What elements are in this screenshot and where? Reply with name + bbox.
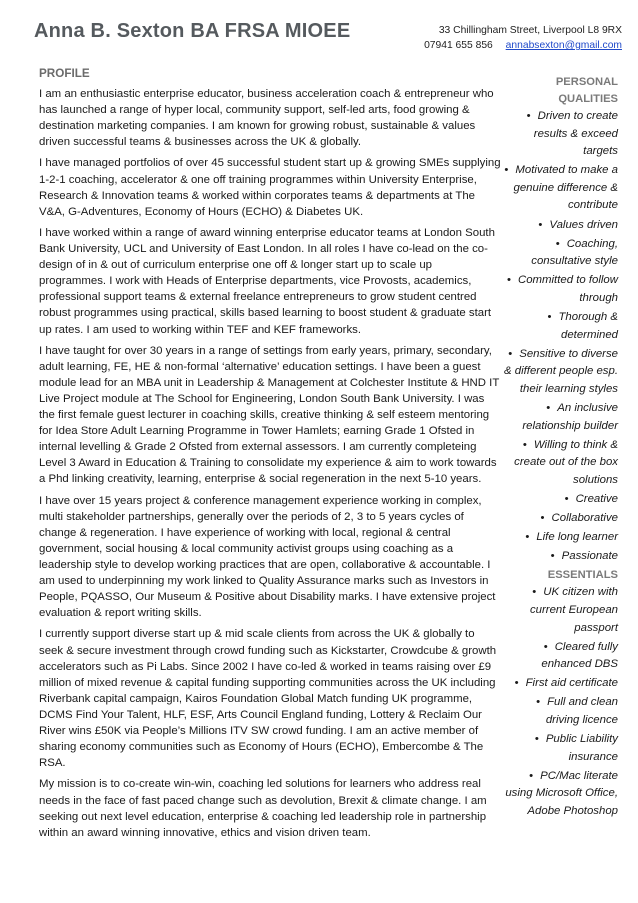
phone-email-line xyxy=(424,38,622,53)
sidebar xyxy=(500,74,618,822)
bullet-icon: • xyxy=(555,237,560,250)
quality-item: • Collaborative xyxy=(540,512,618,525)
essential-item: • UK citizen with current European passport xyxy=(529,586,618,634)
bullet-icon: • xyxy=(564,492,569,505)
profile-body xyxy=(39,86,501,846)
bullet-icon: • xyxy=(546,402,551,414)
profile-paragraph: I have worked within a range of award winning enterprise educator teams at London South Bank University, UCL and University of East London. In all roles I have co-lead on the co-design of in & out of curriculum enterprise one off & longer start up to scale up programmes. I work with Heads of Enterprise departments, vice Provosts, academics, professional support teams & external freelance entrepreneurs to grow student centred robust programmes using practical, skills based learning to boost student & graduate start up rates. I am used to working within TEF and KEF frameworks. xyxy=(39,226,495,336)
quality-item: • Coaching, consultative style xyxy=(531,237,618,268)
quality-item: • Motivated to make a genuine difference & contribute xyxy=(504,164,618,212)
quality-item: • Life long learner xyxy=(525,531,618,544)
quality-item: • Creative xyxy=(564,492,618,505)
address: 33 Chillingham Street, Liverpool L8 9RX xyxy=(438,25,622,36)
quality-item: • Sensitive to diverse & different people esp. their learning styles xyxy=(504,347,618,395)
profile-heading: PROFILE xyxy=(39,67,90,80)
profile-paragraph: My mission is to co-create win-win, coaching led solutions for learners who address real needs in the face of fast paced change such as devolution, Brexit & climate change. I am seeking out next level education, enterprise & coaching led leadership role in partnership within an award winning innovative, ethics and vision driven team. xyxy=(39,778,487,839)
bullet-icon: • xyxy=(543,640,548,653)
email-link[interactable]: annabsexton@gmail.com xyxy=(505,40,622,51)
essential-item: • PC/Mac literate using Microsoft Office, Adobe Photoshop xyxy=(505,769,618,817)
bullet-icon: • xyxy=(506,274,511,287)
bullet-icon: • xyxy=(522,438,527,451)
bullet-icon: • xyxy=(550,550,555,563)
essential-item: • Public Liability insurance xyxy=(534,733,618,763)
bullet-icon: • xyxy=(529,769,534,782)
profile-paragraph: I have over 15 years project & conference management experience working in complex, multi stakeholder partnerships, generally over the periods of 2, 3 to 5 years cycles of change & regeneration. I have experience of working with local, regional & central government, social housing & local community activist groups using coaching as a leadership style to develop working practices that are open, collaborative & accountable. I am used to underpinning my work linked to Quality Assurance marks such as Investors in People, PQASSO, Our Museum & Positive about Disability marks. I have extensive project evaluation & report writing skills. xyxy=(39,494,496,620)
bullet-icon: • xyxy=(532,586,537,599)
bullet-icon: • xyxy=(534,733,539,746)
bullet-icon: • xyxy=(540,512,545,525)
essentials-heading: ESSENTIALS xyxy=(547,569,618,582)
essential-item: • Full and clean driving licence xyxy=(536,696,618,726)
quality-item: • Thorough & determined xyxy=(547,311,618,341)
bullet-icon: • xyxy=(514,677,519,690)
essential-item: • First aid certificate xyxy=(514,677,618,690)
contact-block xyxy=(424,23,622,53)
quality-item: • Values driven xyxy=(538,218,618,231)
bullet-icon: • xyxy=(538,218,543,231)
profile-paragraph: I have managed portfolios of over 45 successful student start up & growing SMEs supplying 1-2-1 coaching, accelerator & one off training programmes within University Enterprise, Research & Innovation teams & worked within corporates teams & departments at The V&A, G-Adventures, Economy of Hours (ECHO) & Diabetes UK. xyxy=(39,157,501,218)
essential-item: • Cleared fully enhanced DBS xyxy=(541,640,618,671)
bullet-icon: • xyxy=(525,531,530,544)
quality-item: • Driven to create results & exceed targets xyxy=(526,110,618,158)
quality-item: • An inclusive relationship builder xyxy=(522,402,618,432)
resume-name: Anna B. Sexton BA FRSA MIOEE xyxy=(34,20,351,42)
bullet-icon: • xyxy=(547,311,552,324)
bullet-icon: • xyxy=(508,347,513,360)
bullet-icon: • xyxy=(536,696,541,709)
quality-item: • Willing to think & create out of the box solutions xyxy=(514,438,618,486)
quality-item: • Passionate xyxy=(550,550,618,563)
bullet-icon: • xyxy=(526,110,531,122)
phone-number: 07941 655 856 xyxy=(424,40,493,51)
personal-qualities-heading: PERSONAL QUALITIES xyxy=(555,76,618,105)
quality-item: • Committed to follow through xyxy=(506,274,618,304)
profile-paragraph: I am an enthusiastic enterprise educator, business acceleration coach & entrepreneur who has launched a range of hyper local, community support, self-led arts, food growing & destination marketing companies. I am known for growing robust, sustainable & values driven successful teams & businesses across the UK & globally. xyxy=(39,88,494,149)
profile-paragraph: I currently support diverse start up & mid scale clients from across the UK & globally to seek & secure investment through crowd funding such as Kickstarter, Crowdcube & growth accelerators such as Pi Labs. Since 2002 I have co-led & worked in teams raising over £9 million of mixed revenue & capital funding supporting communities across the UK including Riverbank capital campaign, Kairos Foundation Global Match funding UK programme, DCMS Find Your Talent, HLF, ESF, Arts Council England funding, Lottery & Reclaim Our River wins £50K via People’s Millions ITV SW crowd funding. I am an active member of sharing economy communities such as Economy of Hours (ECHO), Embercombe & The RSA. xyxy=(39,628,497,770)
profile-paragraph: I have taught for over 30 years in a range of settings from early years, primary, secondary, adult learning, FE, HE & non-formal ‘alternative’ education settings. I have been a guest module lead for an MBA unit in Leadership & Management at Colchester Institute & HND IT Live Project module at The School for Engineering, London South Bank University. I was the first female guest lecturer in coaching skills, creative thinking & self esteem mentoring for Idea Store Adult Learning Programme in Tower Hamlets; earning Grade 1 Ofsted in internal levelling & Grade 2 Ofsted from external assessors. I am currently completeing Level 3 Award in Education & Training to consolidate my experience & aim to work towards a Phd linking creativity, learning, enterprise & social regeneration in the next 5-10 years. xyxy=(39,344,500,486)
bullet-icon: • xyxy=(504,164,509,177)
